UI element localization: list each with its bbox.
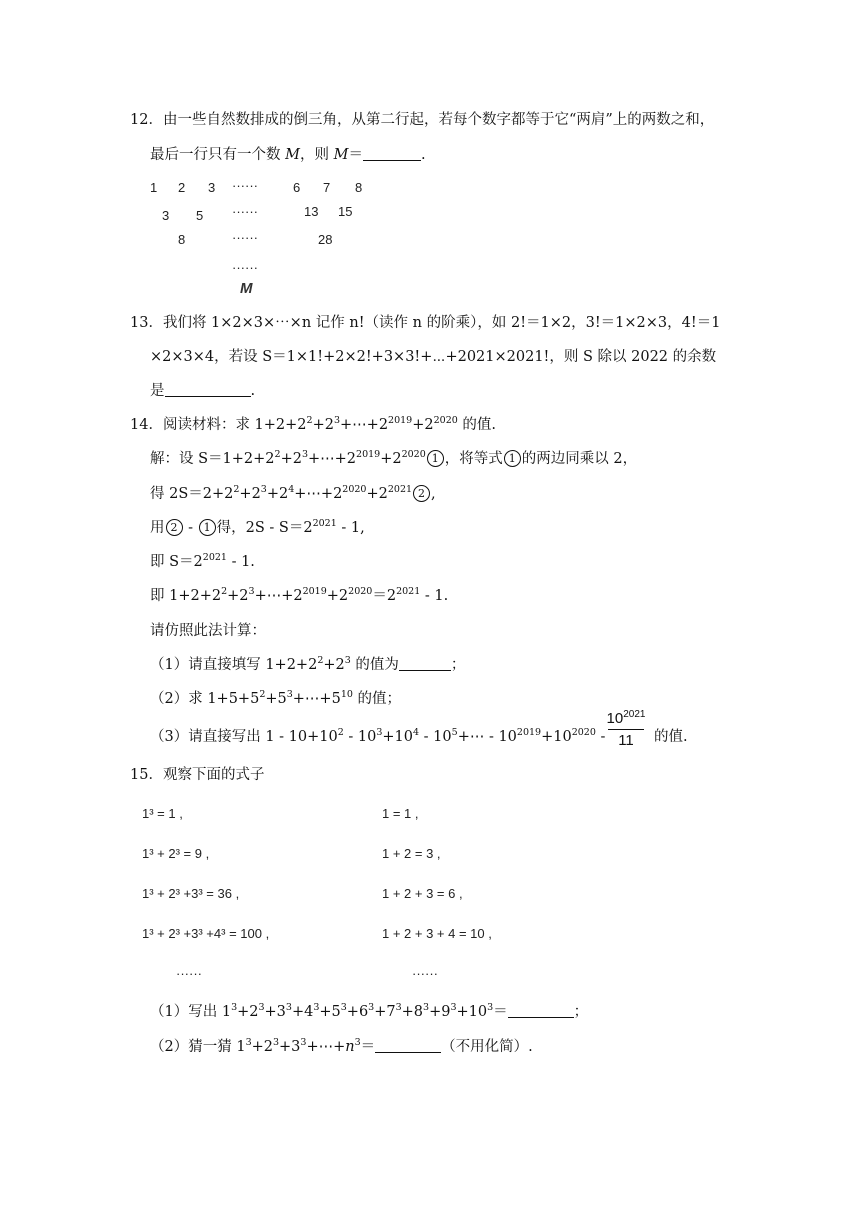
text: 的值. — [654, 729, 688, 745]
equation-left: 1³ + 2³ = 9 , — [142, 846, 210, 861]
text: 是 — [150, 383, 165, 399]
text: 得，2S - S＝2 — [216, 520, 313, 536]
q15-title: 15．观察下面的式子 — [130, 767, 265, 783]
q15-part2: （2）猜一猜 $1^3+2^3+3^3+\cdots+n^3=$ （不用化简）. — [150, 1037, 533, 1055]
tri-num: 8 — [355, 180, 363, 195]
frac-bar — [608, 729, 644, 730]
q14-title: 14．阅读材料：求 $1+2+2^2+2^3+\cdots+2^{2019}+2^{2020}$ 的值. — [130, 415, 497, 433]
equation-right: 1 = 1 , — [382, 806, 419, 821]
tri-dots: ······ — [232, 230, 258, 245]
text: 得 2S＝2+2 — [150, 486, 234, 502]
text: 即 1+2+2 — [150, 588, 222, 604]
q13-line1: 13．我们将 1×2×3×⋯×n 记作 n!（读作 n 的阶乘），如 2!＝1×2，3!＝1×2×3，4!＝1 — [130, 315, 721, 331]
text: 最后一行只有一个数 — [150, 147, 286, 163]
text: （2）猜一猜 1 — [150, 1039, 246, 1055]
tri-num: 5 — [196, 208, 204, 223]
equation-left: 1³ + 2³ +3³ = 36 , — [142, 886, 240, 901]
tri-num: 13 — [304, 204, 319, 219]
text: ； — [450, 657, 466, 673]
equation-left: 1³ + 2³ +3³ +4³ = 100 , — [142, 926, 270, 941]
tri-num: 15 — [338, 204, 353, 219]
tri-num: 8 — [178, 232, 186, 247]
text: 即 S＝2 — [150, 554, 203, 570]
text: ，则 — [299, 147, 334, 163]
tri-num: 2 — [178, 180, 186, 195]
text: . — [420, 147, 426, 163]
q14-ji1: 即 $S=2^{2021} - 1$. — [150, 552, 255, 570]
tri-dots: ······ — [232, 260, 258, 275]
q15-part1: （1）写出 $1^3+2^3+3^3+4^3+5^3+6^3+7^3+8^3+9^3+10^3=$ ； — [150, 1002, 589, 1020]
tri-dots: ······ — [232, 178, 258, 193]
text: （2）求 1+5+5 — [150, 691, 260, 707]
equation-dots: ······ — [176, 966, 202, 981]
text: （不用化简）. — [441, 1039, 533, 1055]
tri-dots: ······ — [232, 204, 258, 219]
answer-blank[interactable] — [165, 382, 251, 397]
circle-1: 1 — [199, 519, 216, 536]
tri-num: 6 — [293, 180, 301, 195]
answer-blank[interactable] — [363, 146, 421, 161]
text: - — [183, 520, 198, 536]
text: （3）请直接写出 1 - 10+10 — [150, 729, 338, 745]
answer-blank[interactable] — [399, 656, 451, 671]
text: - 1. — [226, 554, 255, 570]
tri-num: 1 — [150, 180, 158, 195]
q14-de: 得 $2S=2+2^2+2^3+2^4+\cdots+2^{2020}+2^{2021}$ 2 , — [150, 484, 436, 502]
text: ＝ — [348, 147, 363, 163]
answer-blank[interactable] — [508, 1003, 574, 1018]
text: ，将等式 — [444, 451, 503, 467]
frac-denominator: 11 — [618, 732, 634, 749]
circle-2: 2 — [413, 485, 430, 502]
text: ＝ — [493, 1004, 508, 1020]
frac-numerator: 10 — [606, 710, 624, 727]
tri-num: 28 — [318, 232, 333, 247]
q14-part2: （2）求 $1+5+5^2+5^3+\cdots+5^{10}$ 的值； — [150, 689, 402, 707]
q14-qing: 请仿照此法计算： — [150, 623, 266, 639]
text: 的两边同乘以 2， — [521, 451, 638, 467]
text: ＝ — [360, 1039, 376, 1055]
text: 用 — [150, 520, 165, 536]
q12-line1: 12．由一些自然数排成的倒三角，从第二行起，若每个数字都等于它“两肩”上的两数之和， — [130, 112, 715, 128]
var-m: M — [285, 147, 300, 163]
q12-line2 — [150, 145, 426, 165]
equation-right: 1 + 2 + 3 = 6 , — [382, 886, 463, 901]
text: . — [250, 383, 256, 399]
text: 的值为 — [355, 657, 399, 673]
text: （1）写出 1 — [150, 1004, 232, 1020]
equation-dots: ······ — [412, 966, 438, 981]
text: 14．阅读材料：求 1+2+2 — [130, 417, 307, 433]
q14-ji2: 即 $1+2+2^2+2^3+\cdots+2^{2019}+2^{2020}=2^{2021} - 1$. — [150, 586, 449, 604]
text: ； — [573, 1004, 589, 1020]
q14-part3: （3）请直接写出 $1 - 10+10^2 - 10^3+10^4$ - $10^5+\cdots - 10^{2019}+10^{2020}$ - 的值. — [150, 727, 688, 745]
equation-left: 1³ = 1 , — [142, 806, 183, 821]
circle-1: 1 — [427, 450, 444, 467]
var-m: M — [333, 147, 349, 163]
circle-2: 2 — [166, 519, 183, 536]
tri-num: 3 — [208, 180, 216, 195]
q13-line3 — [150, 381, 255, 401]
equation-right: 1 + 2 + 3 + 4 = 10 , — [382, 926, 492, 941]
circle-1: 1 — [504, 450, 521, 467]
tri-m: M — [240, 280, 253, 297]
equation-right: 1 + 2 = 3 , — [382, 846, 441, 861]
text: - 1, — [336, 520, 365, 536]
q14-solution: 解：设 $S=1+2+2^2+2^3+\cdots+2^{2019}+2^{2020}$ 1 ，将等式 1 的两边同乘以 2， — [150, 449, 638, 467]
text: - 1. — [420, 588, 449, 604]
text: 解：设 S＝1+2+2 — [150, 451, 275, 467]
q14-part1: （1）请直接填写 $1+2+2^2+2^3$ 的值为 ； — [150, 655, 466, 673]
answer-blank[interactable] — [375, 1038, 441, 1053]
fraction — [602, 710, 650, 749]
tri-num: 3 — [162, 208, 170, 223]
text: （1）请直接填写 1+2+2 — [150, 657, 318, 673]
q14-yong: 用 2 - 1 得，$2S - S=2^{2021} - 1$, — [150, 518, 365, 536]
q13-line2: ×2×3×4，若设 S＝1×1!+2×2!+3×3!+⋯+2021×2021!，则 S 除以 2022 的余数 — [150, 349, 717, 365]
text: 的值； — [357, 691, 402, 707]
tri-num: 7 — [323, 180, 331, 195]
frac-exponent: 2021 — [623, 709, 646, 720]
